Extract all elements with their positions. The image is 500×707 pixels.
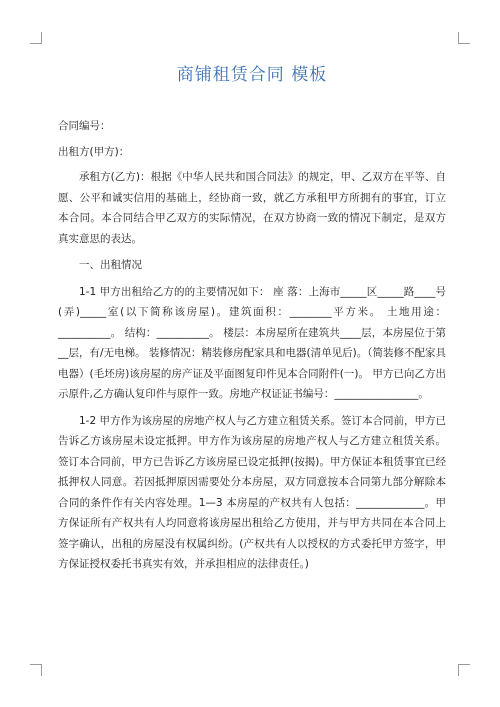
section-heading-rental-situation: 一、出租情况 <box>79 259 142 271</box>
crop-mark-bottom-left <box>30 664 42 676</box>
crop-mark-top-left <box>30 32 42 44</box>
lessor-label: 出租方(甲方)： <box>58 145 130 158</box>
document-page <box>58 64 446 581</box>
contract-number-label: 合同编号： <box>58 120 111 132</box>
clause-1-2: 1-2 甲方作为该房屋的房地产权人与乙方建立租赁关系。签订本合同前，甲方已告诉乙方该房屋未设定抵押。甲方作为该房屋的房地产权人与乙方建立租赁关系。签订本合同前，甲方已告诉乙方该房屋已设定抵押(按揭)。甲方保证本租赁事宜已经抵押权人同意。若因抵押原因需要处分本房屋，双方同意按本合同第九部分解除本合同的条件作有关内容处理。1—3 本房屋的产权共有人包括：_____________。甲方保证所有产权共有人均同意将该房屋出租给乙方使用，并与甲方共同在本合同上签字确认，出租的房屋没有权属纠纷。(产权共有人以授权的方式委托甲方签字，甲方保证授权委托书真实有效，并承担相应的法律责任。) <box>58 414 446 570</box>
crop-mark-top-right <box>458 32 470 44</box>
document-title: 商铺租赁合同 模板 <box>176 65 328 85</box>
crop-mark-bottom-right <box>458 664 470 676</box>
clause-1-1: 1-1 甲方出租给乙方的的主要情况如下： 座 落：上海市_____区_____路____号(弄)_____室(以下简称该房屋)。建筑面积：________平方米。 土地用途：__________。 结构：__________。 楼层：本房屋所在建筑共____层，本房屋位于第__层，有/无电梯。 装修情况：精装修房配家具和电器(清单见后)。（简装修不配家具电器）(毛坯房)该房屋的房产证及平面图复印件见本合同附件(一)。 甲方已向乙方出示原件,乙方确认复印件与原件一致。房地产权证证书编号：________________。 <box>58 285 446 400</box>
intro-paragraph: 承租方(乙方)：根据《中华人民共和国合同法》的规定，甲、乙双方在平等、自愿、公平和诚实信用的基础上，经协商一致，就乙方承租甲方所拥有的事宜，订立本合同。本合同结合甲乙双方的实际情况，在双方协商一致的情况下制定，是双方真实意思的表达。 <box>58 171 446 245</box>
